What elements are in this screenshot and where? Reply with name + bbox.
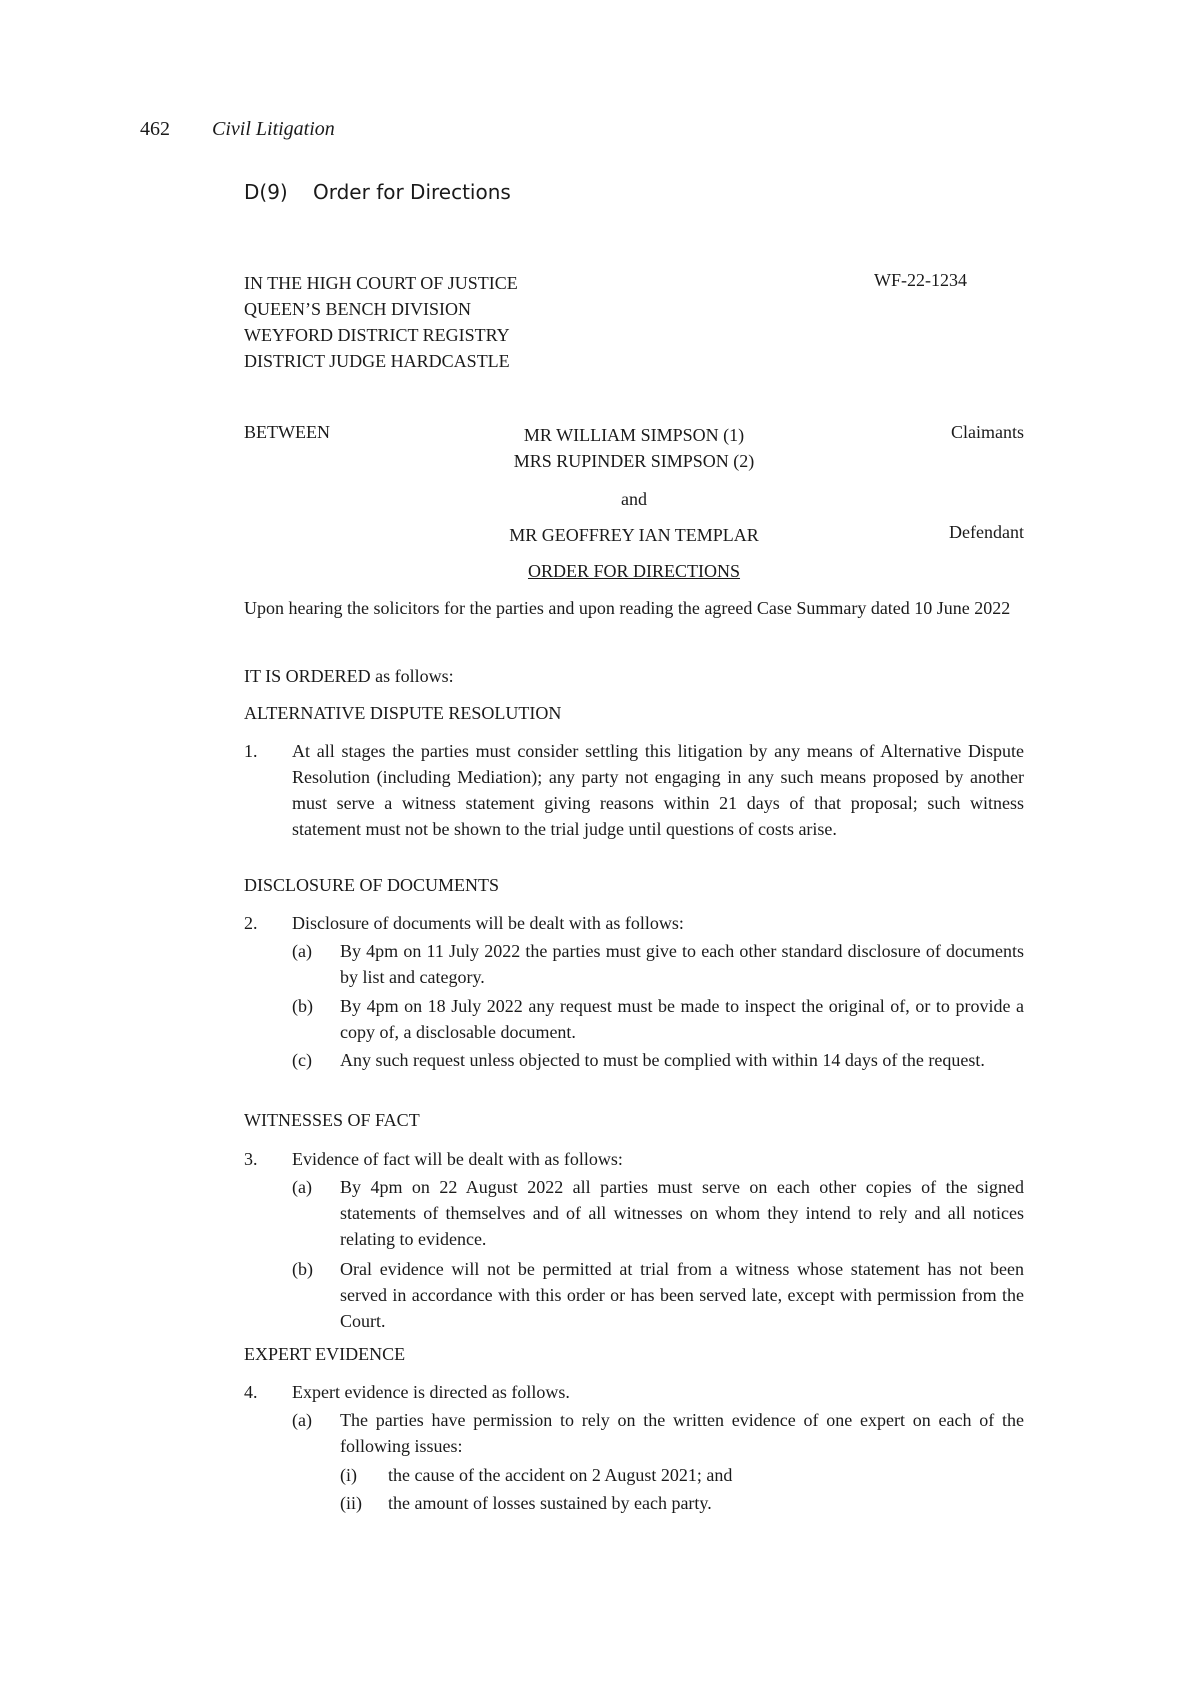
paragraph-text: Disclosure of documents will be dealt with as follows: xyxy=(292,913,684,933)
subparagraph-2b xyxy=(292,993,1024,1045)
paragraph-number: 1. xyxy=(244,741,258,761)
section-heading xyxy=(244,180,511,204)
subparagraph-4a-ii xyxy=(340,1490,1024,1516)
subparagraph-text: By 4pm on 22 August 2022 all parties must serve on each other copies of the signed statements of themselves and of all witnesses on whom they intend to rely and all notices relating to evidence. xyxy=(340,1177,1024,1249)
and-word: and xyxy=(621,489,647,509)
heading-disclosure: DISCLOSURE OF DOCUMENTS xyxy=(244,875,500,895)
claimants-role: Claimants xyxy=(951,422,1024,442)
subparagraph-text: the cause of the accident on 2 August 2021; and xyxy=(388,1465,733,1485)
paragraph-number: 2. xyxy=(244,913,258,933)
paragraph-text: Expert evidence is directed as follows. xyxy=(292,1382,570,1402)
paragraph-text: Evidence of fact will be dealt with as follows: xyxy=(292,1149,623,1169)
subparagraph-label: (a) xyxy=(292,1410,312,1430)
defendant-name: MR GEOFFREY IAN TEMPLAR xyxy=(509,525,759,545)
claimant-2: MRS RUPINDER SIMPSON (2) xyxy=(513,451,755,471)
subparagraph-label: (c) xyxy=(292,1050,312,1070)
claimants-names xyxy=(460,422,808,474)
paragraph-1 xyxy=(244,738,1024,842)
subparagraph-label: (a) xyxy=(292,1177,312,1197)
subparagraph-label: (b) xyxy=(292,996,313,1016)
heading-witnesses: WITNESSES OF FACT xyxy=(244,1110,420,1130)
court-line: QUEEN’S BENCH DIVISION xyxy=(244,299,471,319)
paragraph-3 xyxy=(244,1146,1024,1172)
claim-number: WF-22-1234 xyxy=(874,270,967,290)
heading-expert: EXPERT EVIDENCE xyxy=(244,1344,406,1364)
page-number: 462 xyxy=(140,118,170,140)
paragraph-number: 4. xyxy=(244,1382,258,1402)
subparagraph-label: (i) xyxy=(340,1465,357,1485)
court-line: IN THE HIGH COURT OF JUSTICE xyxy=(244,273,518,293)
subparagraph-2c xyxy=(292,1047,1024,1073)
subparagraph-2a xyxy=(292,938,1024,990)
subparagraph-text: the amount of losses sustained by each party. xyxy=(388,1493,712,1513)
subparagraph-text: The parties have permission to rely on the written evidence of one expert on each of the following issues: xyxy=(340,1410,1024,1456)
order-title: ORDER FOR DIRECTIONS xyxy=(527,561,741,581)
section-code: D(9) xyxy=(244,180,288,204)
paragraph-2 xyxy=(244,910,1024,936)
ordered-line: IT IS ORDERED as follows: xyxy=(244,666,454,686)
subparagraph-text: Oral evidence will not be permitted at trial from a witness whose statement has not been served in accordance with this order or has been served late, except with permission from the Court. xyxy=(340,1259,1024,1331)
subparagraph-4a xyxy=(292,1407,1024,1459)
paragraph-number: 3. xyxy=(244,1149,258,1169)
court-line: WEYFORD DISTRICT REGISTRY xyxy=(244,325,510,345)
heading-adr: ALTERNATIVE DISPUTE RESOLUTION xyxy=(244,703,562,723)
subparagraph-4a-i xyxy=(340,1462,1024,1488)
subparagraph-label: (a) xyxy=(292,941,312,961)
claimant-1: MR WILLIAM SIMPSON (1) xyxy=(523,425,745,445)
section-title: Order for Directions xyxy=(313,180,511,204)
preamble: Upon hearing the solicitors for the parties and upon reading the agreed Case Summary dated 10 June 2022 xyxy=(244,598,1011,618)
court-heading xyxy=(244,270,518,374)
subparagraph-3a xyxy=(292,1174,1024,1252)
paragraph-text: At all stages the parties must consider settling this litigation by any means of Alternative Dispute Resolution (including Mediation); any party not engaging in any such means proposed by another must serve a witness statement giving reasons within 21 days of that proposal; such witness statement must not be shown to the trial judge until questions of costs arise. xyxy=(292,741,1024,839)
between-label: BETWEEN xyxy=(244,422,330,442)
paragraph-4 xyxy=(244,1379,1024,1405)
running-header xyxy=(140,118,335,141)
subparagraph-label: (ii) xyxy=(340,1493,362,1513)
book-title: Civil Litigation xyxy=(212,118,335,140)
subparagraph-text: Any such request unless objected to must be complied with within 14 days of the request. xyxy=(340,1050,985,1070)
subparagraph-3b xyxy=(292,1256,1024,1334)
subparagraph-text: By 4pm on 11 July 2022 the parties must give to each other standard disclosure of documents by list and category. xyxy=(340,941,1024,987)
court-line: DISTRICT JUDGE HARDCASTLE xyxy=(244,351,510,371)
defendant-role: Defendant xyxy=(949,522,1024,542)
subparagraph-text: By 4pm on 18 July 2022 any request must be made to inspect the original of, or to provide a copy of, a disclosable document. xyxy=(340,996,1024,1042)
subparagraph-label: (b) xyxy=(292,1259,313,1279)
